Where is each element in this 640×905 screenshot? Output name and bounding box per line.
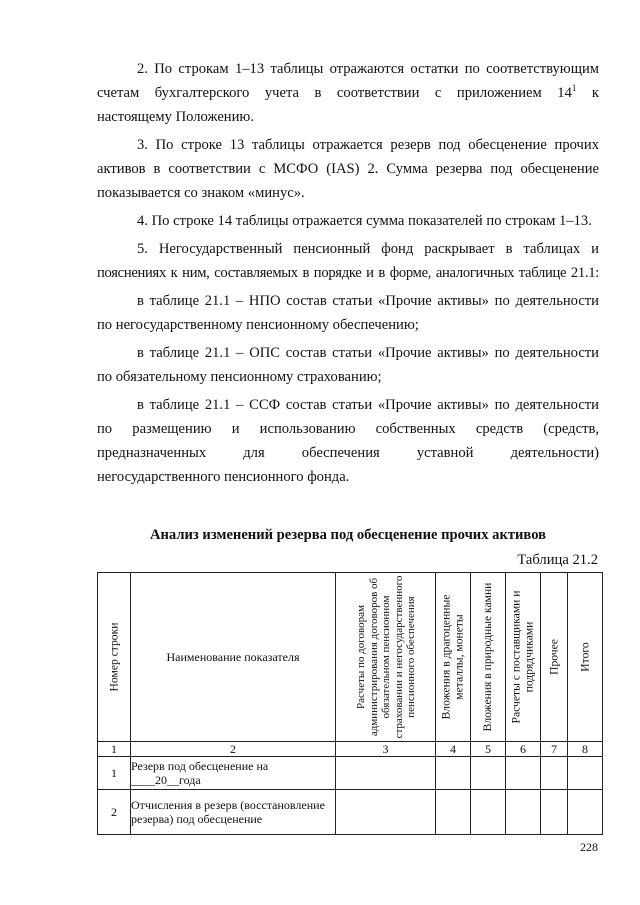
empty-cell (471, 757, 506, 790)
paragraph-8-line-4: негосударственного пенсионного фонда. (97, 469, 350, 485)
reserve-analysis-table (97, 572, 603, 835)
header-col-other: Прочее (541, 573, 568, 742)
table-row (98, 757, 603, 790)
empty-cell (541, 757, 568, 790)
paragraph-2-text: счетам бухгалтерского учета в соответствии с приложением 14 (97, 85, 572, 101)
paragraph-4: 4. По строке 14 таблицы отражается сумма показателей по строкам 1–13. (137, 213, 592, 229)
column-number: 2 (131, 742, 336, 757)
row-number: 2 (98, 790, 131, 835)
paragraph-2-line-2 (97, 81, 599, 105)
header-col-precious-metals: Вложения в драгоценные металлы, монеты (436, 573, 471, 742)
paragraph-2-tail: к (576, 85, 599, 101)
paragraph-6-line-1: в таблице 21.1 – НПО состав статьи «Прочие активы» по деятельности (137, 293, 599, 309)
paragraph-7-line-2: по обязательному пенсионному страхованию; (97, 369, 382, 385)
table-row (98, 790, 603, 835)
paragraph-8-line-3: предназначенных для обеспечения уставной деятельности) (97, 445, 599, 461)
footnote-superscript: 1 (571, 83, 577, 94)
header-col-natural-stones: Вложения в природные камни (471, 573, 506, 742)
empty-cell (506, 790, 541, 835)
column-number: 7 (541, 742, 568, 757)
column-number: 5 (471, 742, 506, 757)
header-col-suppliers: Расчеты с поставщиками и подрядчиками (506, 573, 541, 742)
row-indicator-name: Резерв под обесценение на ____20__года (131, 757, 336, 790)
row-indicator-name: Отчисления в резерв (восстановление резерва) под обесценение (131, 790, 336, 835)
paragraph-6-line-2: по негосударственному пенсионному обеспечению; (97, 317, 419, 333)
paragraph-3-line-2: активов в соответствии с МСФО (IAS) 2. Сумма резерва под обесценение (97, 161, 599, 177)
empty-cell (336, 757, 436, 790)
empty-cell (336, 790, 436, 835)
table-caption: Таблица 21.2 (517, 552, 598, 568)
column-number: 1 (98, 742, 131, 757)
paragraph-8-line-1: в таблице 21.1 – ССФ состав статьи «Прочие активы» по деятельности (137, 397, 599, 413)
column-number: 6 (506, 742, 541, 757)
paragraph-7-line-1: в таблице 21.1 – ОПС состав статьи «Прочие активы» по деятельности (137, 345, 599, 361)
paragraph-2-line-1: 2. По строкам 1–13 таблицы отражаются остатки по соответствующим (137, 61, 599, 77)
header-col-administration-settlements: Расчеты по договорам администрирования договоров об обязательном пенсионном страховании и негосударственного пенсионного обеспечения (336, 573, 436, 742)
empty-cell (506, 757, 541, 790)
header-row-number: Номер строки (98, 573, 131, 742)
empty-cell (541, 790, 568, 835)
empty-cell (436, 757, 471, 790)
column-number: 8 (568, 742, 603, 757)
empty-cell (568, 790, 603, 835)
header-col-total: Итого (568, 573, 603, 742)
column-number: 4 (436, 742, 471, 757)
paragraph-2-line-3: настоящему Положению. (97, 109, 254, 125)
column-number-row (98, 742, 603, 757)
page-number: 228 (580, 840, 598, 854)
empty-cell (568, 757, 603, 790)
table-header-row (98, 573, 603, 742)
empty-cell (436, 790, 471, 835)
paragraph-8-line-2: по размещению и использованию собственных средств (средств, (97, 421, 599, 437)
paragraph-3-line-1: 3. По строке 13 таблицы отражается резерв под обесценение прочих (137, 137, 599, 153)
header-indicator-name: Наименование показателя (131, 573, 336, 742)
paragraph-5-line-1: 5. Негосударственный пенсионный фонд раскрывает в таблицах и (137, 241, 599, 257)
paragraph-5-line-2: пояснениях к ним, составляемых в порядке и в форме, аналогичных таблице 21.1: (97, 265, 599, 281)
table-heading: Анализ изменений резерва под обесценение прочих активов (149, 527, 547, 543)
row-number: 1 (98, 757, 131, 790)
empty-cell (471, 790, 506, 835)
column-number: 3 (336, 742, 436, 757)
paragraph-3-line-3: показывается со знаком «минус». (97, 185, 305, 201)
